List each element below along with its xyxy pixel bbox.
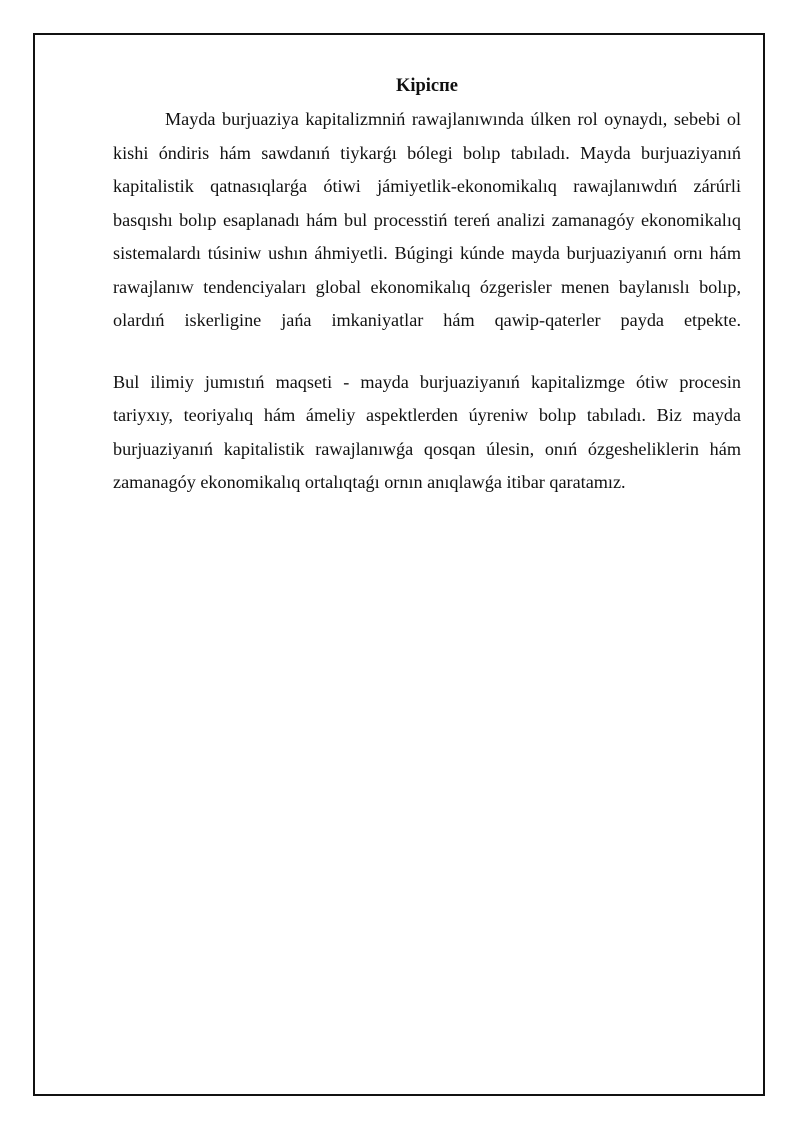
paragraph-intro: Mayda burjuaziya kapitalizmniń rawajlanıwında úlken rol oynaydı, sebebi ol kishi óndiris hám sawdanıń tiykarǵı bólegi bolıp tabıladı. Mayda burjuaziyanıń kapitalistik qatnasıqlarǵa ótiwi jámiyetlik-ekonomikalıq rawajlanıwdıń zárúrli basqıshı bolıp esaplanadı hám bul processtiń tereń analizi zamanagóy ekonomikalıq sistemalardı túsiniw ushın áhmiyetli. Búgingi kúnde mayda burjuaziyanıń ornı hám rawajlanıw tendenciyaları global ekonomikalıq ózgerisler menen baylanıslı bolıp, olardıń iskerligine jańa imkaniyatlar hám qawip-qaterler payda etpekte. bbox=[113, 109, 741, 330]
paragraph-aim: Bul ilimiy jumıstıń maqseti - mayda burjuaziyanıń kapitalizmge ótiw procesin tariyxıy, teoriyalıq hám ámeliy aspektlerden úyreniw bolıp tabıladı. Biz mayda burjuaziyanıń kapitalistik rawajlanıwǵa qosqan úlesin, onıń ózgesheliklerin hám zamanagóy ekonomikalıq ortalıqtaǵı ornın anıqlawǵa itibar qaratamız. bbox=[113, 371, 741, 492]
document-title: Kipicпe bbox=[395, 76, 459, 96]
document-body bbox=[113, 70, 741, 500]
paragraph-gap bbox=[113, 338, 741, 366]
